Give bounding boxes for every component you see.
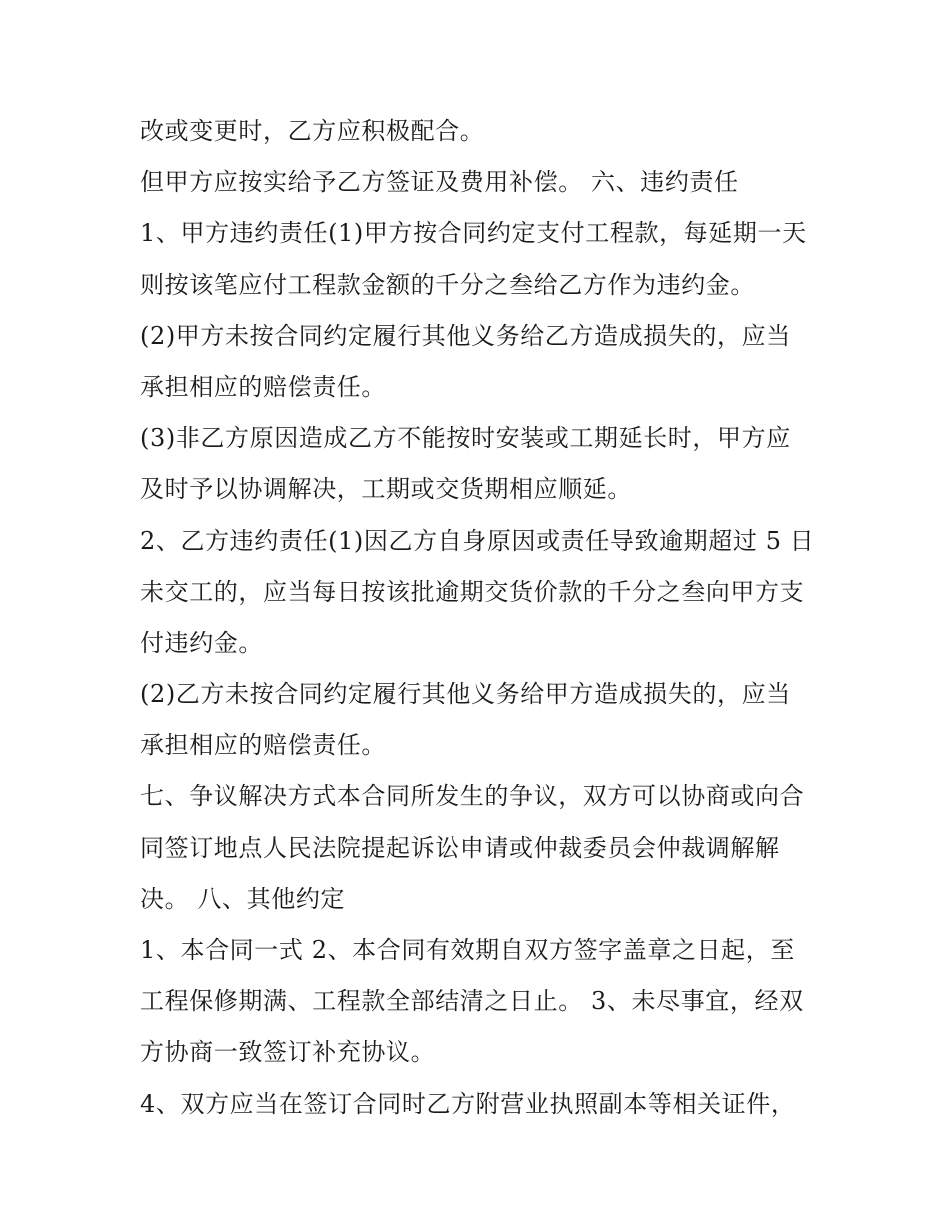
text-line: 1、本合同一式 2、本合同有效期自双方签字盖章之日起，至 [140, 936, 795, 964]
text-line: 2、乙方违约责任(1)因乙方自身原因或责任导致逾期超过 5 日 [140, 526, 815, 555]
text-line: 及时予以协调解决，工期或交货期相应顺延。 [140, 475, 632, 504]
document-body [140, 106, 830, 1130]
text-line: 工程保修期满、工程款全部结清之日止。 3、未尽事宜，经双 [140, 987, 804, 1016]
text-line: 方协商一致签订补充协议。 [140, 1038, 436, 1067]
text-line: 决。 八、其他约定 [140, 884, 346, 913]
text-line: 同签订地点人民法院提起诉讼申请或仲裁委员会仲裁调解解 [140, 833, 780, 862]
text-line: 承担相应的赔偿责任。 [140, 372, 386, 401]
text-line: 改或变更时，乙方应积极配合。 [140, 117, 485, 145]
text-line: 承担相应的赔偿责任。 [140, 731, 386, 760]
text-line: 1、甲方违约责任(1)甲方按合同约定支付工程款，每延期一天 [140, 219, 807, 248]
text-line: 但甲方应按实给予乙方签证及费用补偿。 六、违约责任 [140, 168, 739, 197]
text-line: 付违约金。 [140, 628, 263, 657]
text-line: (2)甲方未按合同约定履行其他义务给乙方造成损失的，应当 [140, 321, 791, 350]
text-line: 4、双方应当在签订合同时乙方附营业执照副本等相关证件， [140, 1089, 796, 1118]
text-line: 未交工的，应当每日按该批逾期交货价款的千分之叁向甲方支 [140, 577, 805, 606]
text-line: (3)非乙方原因造成乙方不能按时安装或工期延长时，甲方应 [140, 424, 791, 453]
text-line: (2)乙方未按合同约定履行其他义务给甲方造成损失的，应当 [140, 680, 791, 709]
text-line: 则按该笔应付工程款金额的千分之叁给乙方作为违约金。 [140, 270, 755, 299]
text-line: 七、争议解决方式本合同所发生的争议，双方可以协商或向合 [140, 782, 805, 811]
